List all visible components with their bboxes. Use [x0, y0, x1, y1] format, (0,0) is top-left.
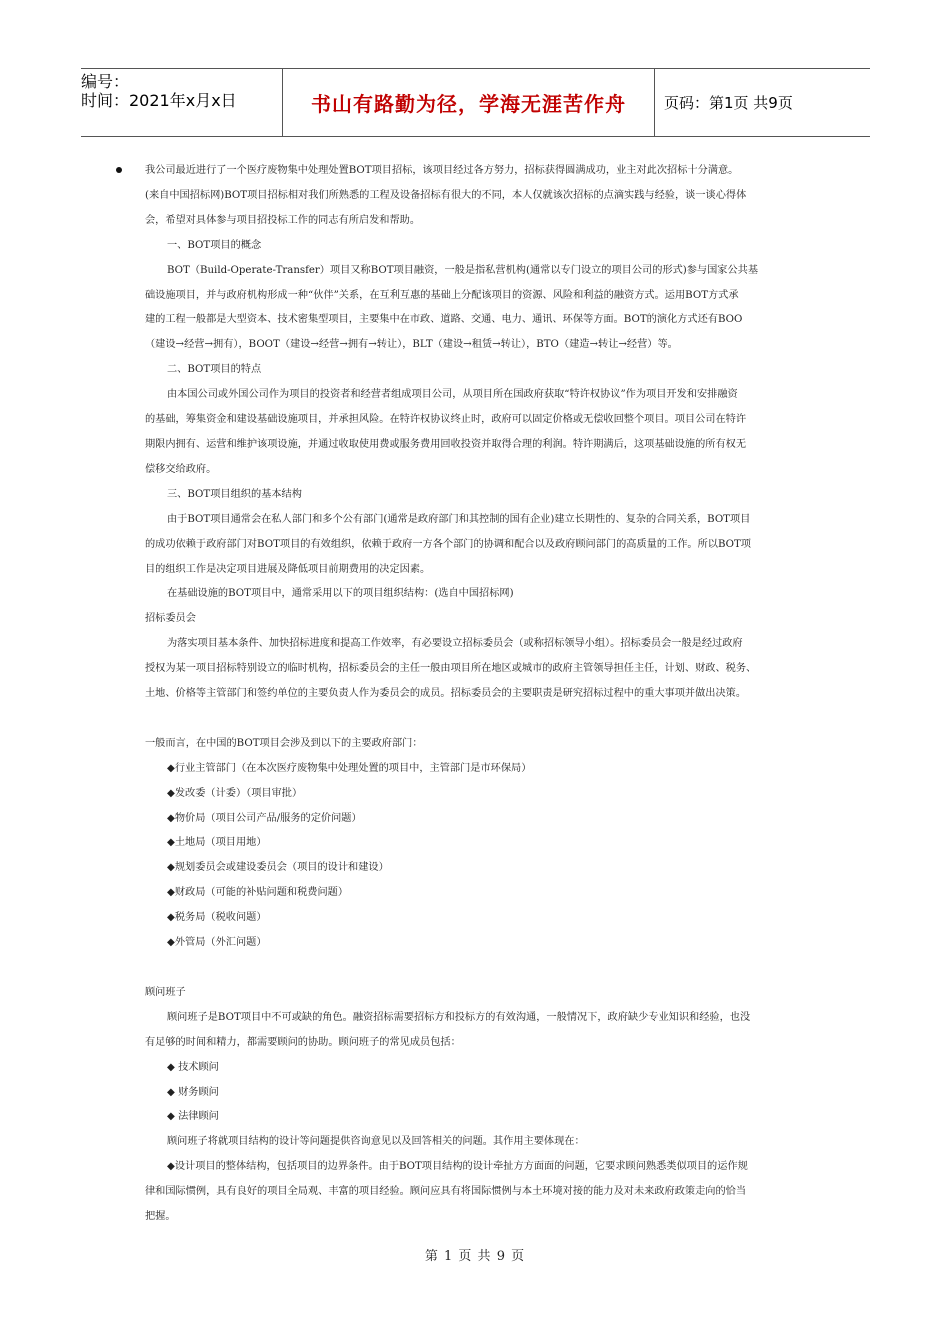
paragraph-line: 三、BOT项目组织的基本结构 — [167, 488, 302, 500]
paragraph-line: 偿移交给政府。 — [145, 463, 217, 475]
header-page-info: 页码：第1页 共9页 — [664, 94, 793, 112]
paragraph-line: 的成功依赖于政府部门对BOT项目的有效组织，依赖于政府一方各个部门的协调和配合以及政府顾问部门的高质量的工作。所以BOT项 — [145, 538, 751, 550]
document-number-label: 编号： — [81, 72, 130, 91]
paragraph-line: 顾问班子是BOT项目中不可或缺的角色。融资招标需要招标方和投标方的有效沟通，一般情况下，政府缺少专业知识和经验，也没 — [167, 1011, 751, 1023]
paragraph-line: 的基础，筹集资金和建设基础设施项目，并承担风险。在特许权协议终止时，政府可以固定价格或无偿收回整个项目。项目公司在特许 — [145, 414, 747, 426]
list-item: ◆设计项目的整体结构，包括项目的边界条件。由于BOT项目结构的设计牵扯方方面面的问题，它要求顾问熟悉类似项目的运作规 — [167, 1161, 748, 1173]
list-item: ◆财政局（可能的补贴问题和税费问题） — [167, 887, 349, 899]
paragraph-line: 授权为某一项目招标特别设立的临时机构，招标委员会的主任一般由项目所在地区或城市的政府主管领导担任主任，计划、财政、税务、 — [145, 663, 757, 675]
list-item: ◆ 法律顾问 — [167, 1111, 219, 1123]
paragraph-line: 会，希望对具体参与项目招投标工作的同志有所启发和帮助。 — [145, 214, 421, 226]
page-header — [81, 68, 870, 137]
bullet-icon — [116, 167, 122, 173]
paragraph-line: 由本国公司或外国公司作为项目的投资者和经营者组成项目公司，从项目所在国政府获取“特许权协议”作为项目开发和安排融资 — [167, 389, 738, 401]
list-item: ◆外管局（外汇问题） — [167, 937, 267, 949]
list-item: ◆规划委员会或建设委员会（项目的设计和建设） — [167, 862, 389, 874]
list-item: ◆税务局（税收问题） — [167, 912, 267, 924]
paragraph-line: 一、BOT项目的概念 — [167, 239, 262, 251]
header-motto: 书山有路勤为径，学海无涯苦作舟 — [311, 92, 626, 116]
paragraph-line: 顾问班子 — [145, 986, 186, 998]
list-item: ◆ 财务顾问 — [167, 1086, 219, 1098]
paragraph-line: 把握。 — [145, 1211, 176, 1223]
paragraph-line: 建的工程一般都是大型资本、技术密集型项目，主要集中在市政、道路、交通、电力、通讯、环保等方面。BOT的演化方式还有BOO — [145, 314, 743, 326]
paragraph-line: 一般而言，在中国的BOT项目会涉及到以下的主要政府部门： — [145, 737, 423, 749]
document-body — [145, 159, 810, 1230]
list-item: ◆发改委（计委）（项目审批） — [167, 787, 303, 799]
list-item: ◆土地局（项目用地） — [167, 837, 267, 849]
paragraph-line: 二、BOT项目的特点 — [167, 364, 262, 376]
list-item: ◆行业主管部门（在本次医疗废物集中处理处置的项目中，主管部门是市环保局） — [167, 762, 532, 774]
list-item: ◆物价局（项目公司产品/服务的定价问题） — [167, 812, 362, 824]
paragraph-line: 在基础设施的BOT项目中，通常采用以下的项目组织结构：(选自中国招标网) — [167, 588, 514, 600]
paragraph-line: 为落实项目基本条件、加快招标进度和提高工作效率，有必要设立招标委员会（或称招标领导小组）。招标委员会一般是经过政府 — [167, 638, 743, 650]
paragraph-line: 我公司最近进行了一个医疗废物集中处理处置BOT项目招标，该项目经过各方努力，招标获得圆满成功，业主对此次招标十分满意。 — [145, 165, 739, 176]
blank-line — [145, 956, 810, 981]
paragraph-line: 由于BOT项目通常会在私人部门和多个公有部门(通常是政府部门和其控制的国有企业)建立长期性的、复杂的合同关系，BOT项目 — [167, 513, 751, 525]
paragraph-line: 律和国际惯例，具有良好的项目全局观、丰富的项目经验。顾问应具有将国际惯例与本土环境对接的能力及对未来政府政策走向的恰当 — [145, 1186, 747, 1198]
paragraph-line: 目的组织工作是决定项目进展及降低项目前期费用的决定因素。 — [145, 563, 431, 575]
paragraph-line: 有足够的时间和精力，都需要顾问的协助。顾问班子的常见成员包括： — [145, 1036, 461, 1048]
paragraph-line: 期限内拥有、运营和维护该项设施，并通过收取使用费或服务费用回收投资并取得合理的利润。特许期满后，这项基础设施的所有权无 — [145, 438, 747, 450]
document-date: 时间：2021年x月x日 — [81, 91, 237, 110]
paragraph-line: 招标委员会 — [145, 613, 196, 625]
paragraph-line: （建设→经营→拥有），BOOT（建设→经营→拥有→转让），BLT（建设→租赁→转让），BTO（建造→转让→经营）等。 — [145, 339, 678, 351]
blank-line — [145, 707, 810, 732]
paragraph-line: 土地、价格等主管部门和签约单位的主要负责人作为委员会的成员。招标委员会的主要职责是研究招标过程中的重大事项并做出决策。 — [145, 688, 747, 700]
list-item: ◆ 技术顾问 — [167, 1061, 219, 1073]
paragraph-line: 础设施项目，并与政府机构形成一种“伙伴”关系，在互利互惠的基础上分配该项目的资源、风险和利益的融资方式。运用BOT方式承 — [145, 289, 739, 301]
header-divider — [654, 69, 655, 136]
page-footer: 第 1 页 共 9 页 — [424, 1249, 526, 1264]
paragraph-line: 顾问班子将就项目结构的设计等问题提供咨询意见以及回答相关的问题。其作用主要体现在： — [167, 1136, 585, 1148]
paragraph-line: (来自中国招标网)BOT项目招标相对我们所熟悉的工程及设备招标有很大的不同，本人仅就该次招标的点滴实践与经验，谈一谈心得体 — [145, 189, 747, 201]
paragraph-line: BOT（Build-Operate-Transfer）项目又称BOT项目融资，一般是指私营机构(通常以专门设立的项目公司的形式)参与国家公共基 — [167, 264, 759, 276]
header-meta — [81, 69, 281, 136]
